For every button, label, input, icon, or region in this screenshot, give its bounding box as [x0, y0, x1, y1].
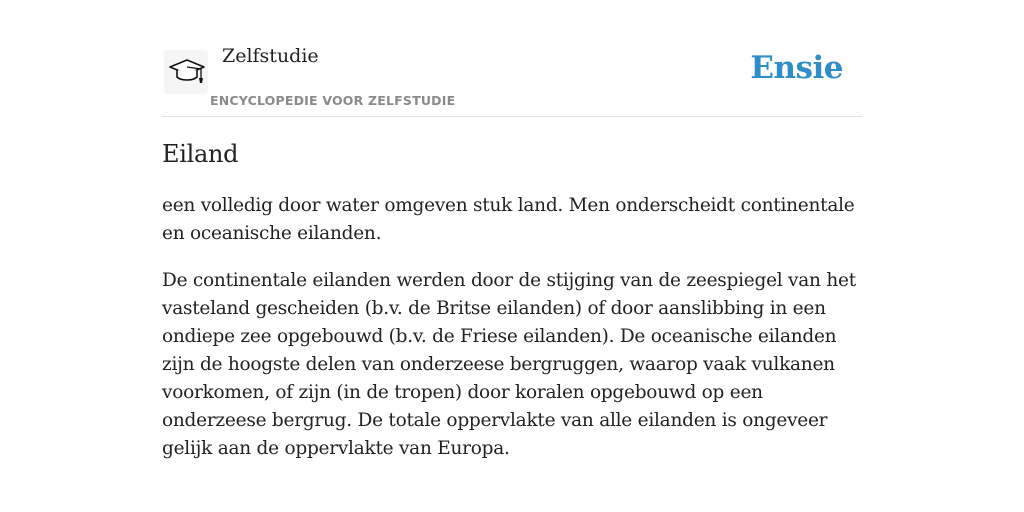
article-title: Eiland — [162, 140, 239, 168]
site-header — [162, 0, 862, 117]
brand-subtitle: ENCYCLOPEDIE VOOR ZELFSTUDIE — [210, 93, 456, 108]
ensie-logo[interactable]: Ensie — [750, 50, 843, 86]
article-paragraph: De continentale eilanden werden door de stijging van de zeespiegel van het vasteland gescheiden (b.v. de Britse eilanden) of door aanslibbing in een ondiepe zee opgebouwd (b.v. de Friese eilanden). De oceanische eilanden zijn de hoogste delen van onderzeese bergruggen, waarop vaak vulkanen voorkomen, of zijn (in de tropen) door koralen opgebouwd op een onderzeese bergrug. De totale oppervlakte van alle eilanden is ongeveer gelijk aan de oppervlakte van Europa. — [162, 270, 856, 459]
graduation-cap-icon-graphic — [168, 56, 206, 88]
brand-title[interactable]: Zelfstudie — [222, 45, 319, 67]
article-paragraph: een volledig door water omgeven stuk land. Men onderscheidt continentale en oceanische eilanden. — [162, 195, 855, 244]
graduation-cap-icon[interactable] — [164, 50, 208, 94]
article — [162, 138, 862, 463]
